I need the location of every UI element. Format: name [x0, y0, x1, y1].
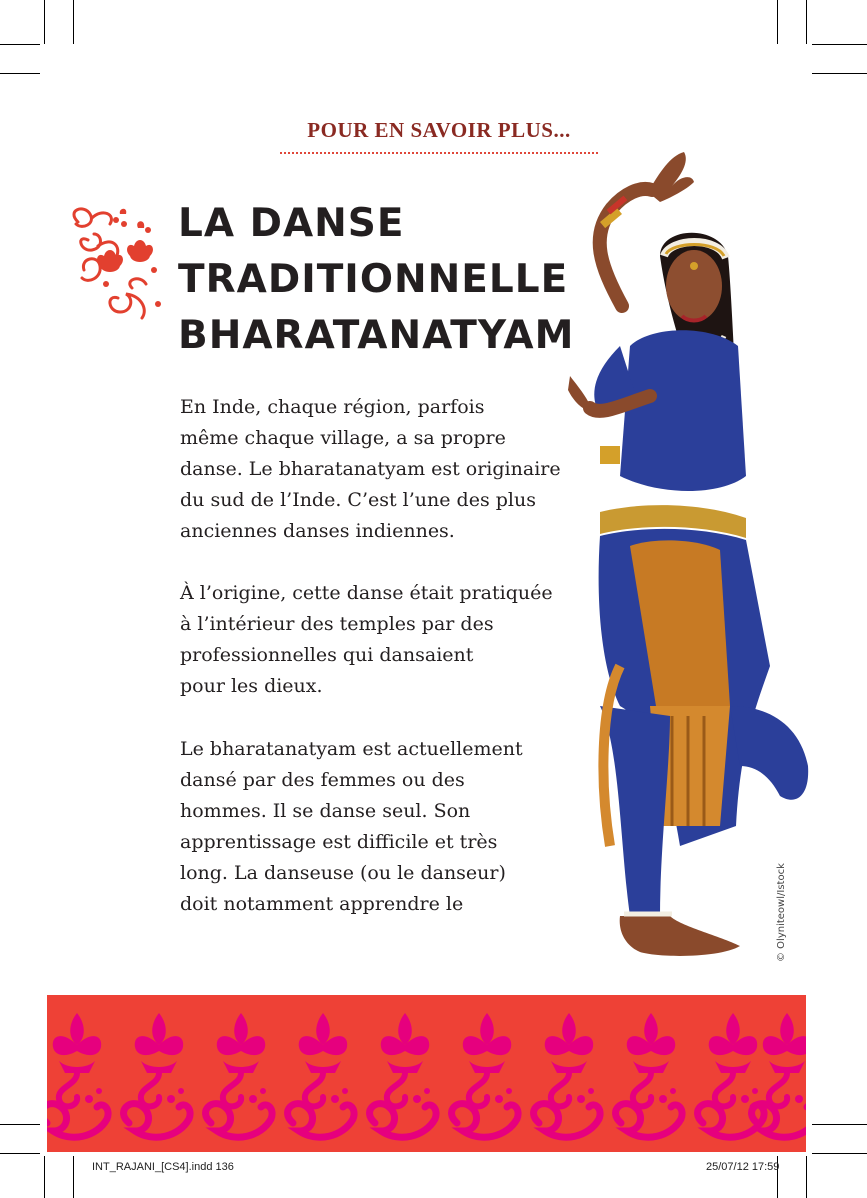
crop-mark: [812, 1153, 867, 1154]
lotus-paisley-pattern: [47, 995, 806, 1152]
crop-mark: [777, 0, 778, 44]
slug-date: 25/07/12 17:59: [706, 1161, 780, 1173]
text-line: En Inde, chaque région, parfois: [180, 396, 485, 418]
text-line: doit notamment apprendre le: [180, 893, 464, 915]
paragraph: [180, 734, 570, 920]
paragraph: [180, 578, 570, 702]
dotted-divider: [280, 152, 598, 154]
text-line: professionnelles qui dansaient: [180, 644, 474, 666]
crop-mark: [806, 0, 807, 44]
crop-mark: [73, 1156, 74, 1198]
title-line: LA DANSE: [178, 201, 405, 246]
paisley-flower-ornament-icon: [58, 200, 168, 330]
text-line: long. La danseuse (ou le danseur): [180, 862, 506, 884]
crop-mark: [0, 1153, 40, 1154]
text-line: apprentissage est difficile et très: [180, 831, 498, 853]
crop-mark: [44, 1156, 45, 1198]
crop-mark: [812, 1124, 867, 1125]
decorative-band: [47, 995, 806, 1152]
text-line: du sud de l’Inde. C’est l’une des plus: [180, 489, 536, 511]
crop-mark: [44, 0, 45, 44]
text-line: dansé par des femmes ou des: [180, 769, 465, 791]
page-title: [178, 196, 578, 364]
crop-mark: [812, 73, 867, 74]
bharatanatyam-dancer-photo: [560, 146, 810, 960]
text-line: même chaque village, a sa propre: [180, 427, 506, 449]
title-line: BHARATANATYAM: [178, 313, 575, 358]
crop-mark: [806, 1156, 807, 1198]
text-line: Le bharatanatyam est actuellement: [180, 738, 523, 760]
text-line: danse. Le bharatanatyam est originaire: [180, 458, 561, 480]
crop-mark: [0, 73, 40, 74]
section-label: POUR EN SAVOIR PLUS...: [307, 118, 571, 142]
title-line: TRADITIONNELLE: [178, 257, 569, 302]
paragraph: [180, 392, 570, 547]
text-line: À l’origine, cette danse était pratiquée: [180, 582, 553, 604]
text-line: à l’intérieur des temples par des: [180, 613, 494, 635]
crop-mark: [0, 44, 40, 45]
text-line: pour les dieux.: [180, 675, 323, 697]
text-line: anciennes danses indiennes.: [180, 520, 455, 542]
text-line: hommes. Il se danse seul. Son: [180, 800, 471, 822]
crop-mark: [0, 1124, 40, 1125]
slug-file: INT_RAJANI_[CS4].indd 136: [92, 1161, 234, 1173]
crop-mark: [812, 44, 867, 45]
crop-mark: [73, 0, 74, 44]
photo-credit: © Olyniteowl/Istock: [776, 863, 787, 962]
